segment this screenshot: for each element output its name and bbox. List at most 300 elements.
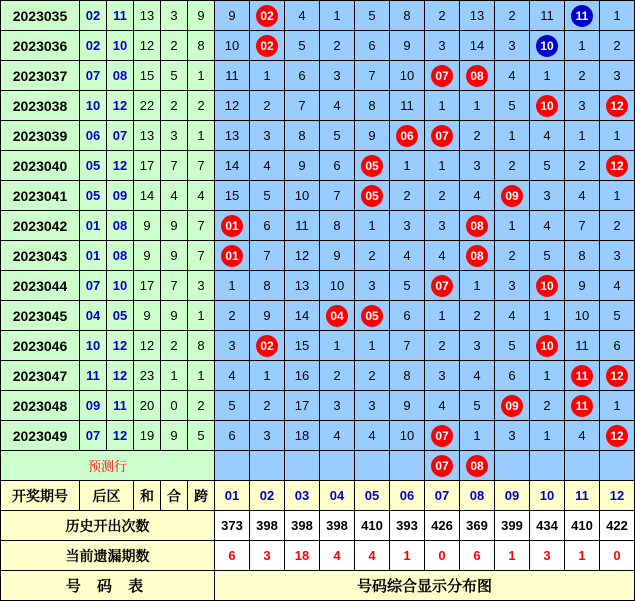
span-cell: 2 xyxy=(188,391,215,421)
header-number-5[interactable]: 05 xyxy=(355,481,390,511)
dist-cell-8: 2 xyxy=(460,121,495,151)
table-row xyxy=(1,61,635,91)
dist-cell-11: 2 xyxy=(565,61,600,91)
dist-cell-6: 4 xyxy=(390,241,425,271)
dist-cell-6: 8 xyxy=(390,1,425,31)
dist-cell-5 xyxy=(355,301,390,331)
dist-cell-4: 6 xyxy=(320,151,355,181)
dist-cell-5: 3 xyxy=(355,391,390,421)
sum-cell: 13 xyxy=(134,121,161,151)
dist-cell-5: 2 xyxy=(355,361,390,391)
span-cell: 2 xyxy=(188,91,215,121)
dist-cell-11: 7 xyxy=(565,211,600,241)
footer-right-title: 号码综合显示分布图 xyxy=(215,571,635,601)
sum-cell: 15 xyxy=(134,61,161,91)
he-cell: 4 xyxy=(161,181,188,211)
back-number-2: 12 xyxy=(107,91,134,121)
back-number-2: 08 xyxy=(107,61,134,91)
dist-cell-2: 5 xyxy=(250,181,285,211)
dist-cell-1: 1 xyxy=(215,271,250,301)
dist-cell-4: 2 xyxy=(320,361,355,391)
miss-count-9: 1 xyxy=(495,541,530,571)
back-number-2: 10 xyxy=(107,31,134,61)
header-number-12[interactable]: 12 xyxy=(600,481,635,511)
dist-cell-8: 2 xyxy=(460,301,495,331)
dist-cell-11: 1 xyxy=(565,31,600,61)
history-count-row xyxy=(1,511,635,541)
dist-cell-1: 12 xyxy=(215,91,250,121)
back-number-2: 09 xyxy=(107,181,134,211)
dist-cell-8: 14 xyxy=(460,31,495,61)
sum-cell: 9 xyxy=(134,211,161,241)
dist-cell-5: 2 xyxy=(355,241,390,271)
dist-cell-10: 4 xyxy=(530,211,565,241)
sum-cell: 9 xyxy=(134,241,161,271)
number-ball: 02 xyxy=(256,335,278,357)
miss-count-7: 0 xyxy=(425,541,460,571)
table-row xyxy=(1,241,635,271)
dist-cell-8: 5 xyxy=(460,391,495,421)
header-number-4[interactable]: 04 xyxy=(320,481,355,511)
dist-cell-3: 9 xyxy=(285,151,320,181)
number-ball: 12 xyxy=(606,425,628,447)
prediction-row xyxy=(1,451,635,481)
dist-cell-8 xyxy=(460,61,495,91)
dist-cell-4: 5 xyxy=(320,121,355,151)
dist-cell-1: 5 xyxy=(215,391,250,421)
prediction-cell-5 xyxy=(355,451,390,481)
history-count-4: 398 xyxy=(320,511,355,541)
table-row xyxy=(1,91,635,121)
number-ball: 12 xyxy=(606,365,628,387)
header-number-11[interactable]: 11 xyxy=(565,481,600,511)
period-cell[interactable]: 2023038 xyxy=(1,91,80,121)
number-ball: 08 xyxy=(466,455,488,477)
miss-count-12: 0 xyxy=(600,541,635,571)
back-number-2: 10 xyxy=(107,271,134,301)
header-number-7[interactable]: 07 xyxy=(425,481,460,511)
number-ball: 12 xyxy=(606,155,628,177)
dist-cell-2: 1 xyxy=(250,361,285,391)
miss-count-3: 18 xyxy=(285,541,320,571)
back-number-1: 05 xyxy=(80,181,107,211)
history-count-8: 369 xyxy=(460,511,495,541)
number-ball: 07 xyxy=(431,125,453,147)
dist-cell-11: 1 xyxy=(565,121,600,151)
dist-cell-8: 4 xyxy=(460,181,495,211)
dist-cell-1: 6 xyxy=(215,421,250,451)
header-sum: 和 xyxy=(134,481,161,511)
dist-cell-12 xyxy=(600,91,635,121)
dist-cell-4: 2 xyxy=(320,31,355,61)
dist-cell-3: 8 xyxy=(285,121,320,151)
miss-count-8: 6 xyxy=(460,541,495,571)
dist-cell-10: 1 xyxy=(530,301,565,331)
miss-count-5: 4 xyxy=(355,541,390,571)
he-cell: 9 xyxy=(161,211,188,241)
back-number-1: 07 xyxy=(80,271,107,301)
dist-cell-3: 17 xyxy=(285,391,320,421)
dist-cell-5: 4 xyxy=(355,421,390,451)
he-cell: 7 xyxy=(161,151,188,181)
period-cell[interactable]: 2023042 xyxy=(1,211,80,241)
dist-cell-2 xyxy=(250,1,285,31)
he-cell: 0 xyxy=(161,391,188,421)
dist-cell-12: 5 xyxy=(600,301,635,331)
sum-cell: 12 xyxy=(134,31,161,61)
dist-cell-7: 2 xyxy=(425,181,460,211)
dist-cell-7: 3 xyxy=(425,361,460,391)
history-count-12: 422 xyxy=(600,511,635,541)
period-cell[interactable]: 2023036 xyxy=(1,31,80,61)
dist-cell-9: 3 xyxy=(495,271,530,301)
dist-cell-9: 4 xyxy=(495,301,530,331)
table-row xyxy=(1,151,635,181)
dist-cell-1: 9 xyxy=(215,1,250,31)
dist-cell-4: 4 xyxy=(320,421,355,451)
prediction-cell-11 xyxy=(565,451,600,481)
miss-count-10: 3 xyxy=(530,541,565,571)
number-ball: 02 xyxy=(256,5,278,27)
dist-cell-7: 2 xyxy=(425,331,460,361)
number-ball: 09 xyxy=(501,395,523,417)
dist-cell-5 xyxy=(355,151,390,181)
back-number-2: 12 xyxy=(107,421,134,451)
number-ball: 08 xyxy=(466,65,488,87)
period-cell[interactable]: 2023035 xyxy=(1,1,80,31)
back-number-1: 07 xyxy=(80,61,107,91)
dist-cell-11: 9 xyxy=(565,271,600,301)
dist-cell-12: 2 xyxy=(600,31,635,61)
dist-cell-12: 1 xyxy=(600,1,635,31)
dist-cell-3: 13 xyxy=(285,271,320,301)
dist-cell-3: 5 xyxy=(285,31,320,61)
number-ball: 08 xyxy=(466,215,488,237)
number-ball: 10 xyxy=(536,335,558,357)
dist-cell-7: 2 xyxy=(425,1,460,31)
he-cell: 5 xyxy=(161,61,188,91)
he-cell: 2 xyxy=(161,91,188,121)
number-ball: 11 xyxy=(571,5,593,27)
dist-cell-8: 3 xyxy=(460,151,495,181)
span-cell: 7 xyxy=(188,241,215,271)
number-ball: 06 xyxy=(396,125,418,147)
dist-cell-11 xyxy=(565,391,600,421)
dist-cell-2: 9 xyxy=(250,301,285,331)
number-ball: 01 xyxy=(221,245,243,267)
dist-cell-1: 13 xyxy=(215,121,250,151)
dist-cell-3: 10 xyxy=(285,181,320,211)
dist-cell-3: 4 xyxy=(285,1,320,31)
history-count-7: 426 xyxy=(425,511,460,541)
dist-cell-4 xyxy=(320,301,355,331)
sum-cell: 22 xyxy=(134,91,161,121)
sum-cell: 23 xyxy=(134,361,161,391)
back-number-2: 12 xyxy=(107,331,134,361)
dist-cell-4: 8 xyxy=(320,211,355,241)
dist-cell-2: 4 xyxy=(250,151,285,181)
dist-cell-2: 3 xyxy=(250,421,285,451)
back-number-1: 02 xyxy=(80,1,107,31)
dist-cell-10 xyxy=(530,91,565,121)
back-number-1: 01 xyxy=(80,211,107,241)
history-count-9: 399 xyxy=(495,511,530,541)
dist-cell-12: 4 xyxy=(600,271,635,301)
dist-cell-9: 1 xyxy=(495,121,530,151)
header-number-8[interactable]: 08 xyxy=(460,481,495,511)
header-he: 合 xyxy=(161,481,188,511)
back-number-1: 06 xyxy=(80,121,107,151)
period-cell[interactable]: 2023043 xyxy=(1,241,80,271)
dist-cell-4: 3 xyxy=(320,61,355,91)
span-cell: 1 xyxy=(188,361,215,391)
dist-cell-4: 3 xyxy=(320,391,355,421)
dist-cell-9: 2 xyxy=(495,1,530,31)
dist-cell-5: 6 xyxy=(355,31,390,61)
number-ball: 07 xyxy=(431,425,453,447)
span-cell: 7 xyxy=(188,151,215,181)
prediction-cell-1 xyxy=(215,451,250,481)
dist-cell-11 xyxy=(565,361,600,391)
back-number-1: 10 xyxy=(80,331,107,361)
column-header-row xyxy=(1,481,635,511)
number-ball: 05 xyxy=(361,305,383,327)
period-cell[interactable]: 2023041 xyxy=(1,181,80,211)
dist-cell-7 xyxy=(425,421,460,451)
dist-cell-1: 2 xyxy=(215,301,250,331)
dist-cell-6: 8 xyxy=(390,361,425,391)
dist-cell-1: 11 xyxy=(215,61,250,91)
dist-cell-6: 6 xyxy=(390,301,425,331)
period-cell[interactable]: 2023049 xyxy=(1,421,80,451)
dist-cell-12: 1 xyxy=(600,391,635,421)
history-count-3: 398 xyxy=(285,511,320,541)
back-number-1: 10 xyxy=(80,91,107,121)
back-number-1: 01 xyxy=(80,241,107,271)
prediction-cell-8 xyxy=(460,451,495,481)
dist-cell-4: 10 xyxy=(320,271,355,301)
header-number-10[interactable]: 10 xyxy=(530,481,565,511)
dist-cell-12: 6 xyxy=(600,331,635,361)
prediction-cell-12 xyxy=(600,451,635,481)
he-cell: 9 xyxy=(161,241,188,271)
he-cell: 3 xyxy=(161,1,188,31)
dist-cell-2 xyxy=(250,331,285,361)
sum-cell: 14 xyxy=(134,181,161,211)
back-number-2: 05 xyxy=(107,301,134,331)
dist-cell-7: 4 xyxy=(425,391,460,421)
dist-cell-9: 2 xyxy=(495,241,530,271)
dist-cell-8: 13 xyxy=(460,1,495,31)
dist-cell-10: 1 xyxy=(530,361,565,391)
dist-cell-10: 11 xyxy=(530,1,565,31)
dist-cell-1: 3 xyxy=(215,331,250,361)
back-number-1: 07 xyxy=(80,421,107,451)
dist-cell-9: 5 xyxy=(495,91,530,121)
sum-cell: 20 xyxy=(134,391,161,421)
table-row xyxy=(1,421,635,451)
dist-cell-2: 1 xyxy=(250,61,285,91)
dist-cell-1: 14 xyxy=(215,151,250,181)
table-row xyxy=(1,121,635,151)
period-cell[interactable]: 2023047 xyxy=(1,361,80,391)
period-cell[interactable]: 2023044 xyxy=(1,271,80,301)
back-number-2: 12 xyxy=(107,361,134,391)
dist-cell-1: 10 xyxy=(215,31,250,61)
miss-count-11: 1 xyxy=(565,541,600,571)
dist-cell-4: 1 xyxy=(320,1,355,31)
number-ball: 05 xyxy=(361,155,383,177)
dist-cell-5: 1 xyxy=(355,331,390,361)
he-cell: 9 xyxy=(161,301,188,331)
history-count-11: 410 xyxy=(565,511,600,541)
dist-cell-7: 3 xyxy=(425,211,460,241)
dist-cell-7: 1 xyxy=(425,151,460,181)
dist-cell-4: 7 xyxy=(320,181,355,211)
table-row xyxy=(1,301,635,331)
dist-cell-7 xyxy=(425,121,460,151)
miss-count-1: 6 xyxy=(215,541,250,571)
header-number-3[interactable]: 03 xyxy=(285,481,320,511)
header-number-9[interactable]: 09 xyxy=(495,481,530,511)
dist-cell-9: 4 xyxy=(495,61,530,91)
dist-cell-6: 7 xyxy=(390,331,425,361)
back-number-2: 07 xyxy=(107,121,134,151)
period-cell[interactable]: 2023046 xyxy=(1,331,80,361)
back-number-1: 02 xyxy=(80,31,107,61)
dist-cell-3: 18 xyxy=(285,421,320,451)
dist-cell-12 xyxy=(600,361,635,391)
dist-cell-3: 16 xyxy=(285,361,320,391)
prediction-cell-2 xyxy=(250,451,285,481)
number-ball: 12 xyxy=(606,95,628,117)
span-cell: 1 xyxy=(188,301,215,331)
sum-cell: 13 xyxy=(134,1,161,31)
period-cell[interactable]: 2023048 xyxy=(1,391,80,421)
back-number-2: 08 xyxy=(107,241,134,271)
dist-cell-5: 5 xyxy=(355,1,390,31)
dist-cell-11: 8 xyxy=(565,241,600,271)
back-number-2: 11 xyxy=(107,391,134,421)
header-number-2[interactable]: 02 xyxy=(250,481,285,511)
dist-cell-5: 9 xyxy=(355,121,390,151)
span-cell: 8 xyxy=(188,31,215,61)
dist-cell-6: 3 xyxy=(390,211,425,241)
dist-cell-5: 1 xyxy=(355,211,390,241)
span-cell: 1 xyxy=(188,121,215,151)
dist-cell-5: 8 xyxy=(355,91,390,121)
dist-cell-10: 1 xyxy=(530,61,565,91)
period-cell[interactable]: 2023037 xyxy=(1,61,80,91)
dist-cell-10 xyxy=(530,31,565,61)
dist-cell-12: 3 xyxy=(600,61,635,91)
dist-cell-9 xyxy=(495,391,530,421)
dist-cell-10: 3 xyxy=(530,181,565,211)
dist-cell-9: 3 xyxy=(495,31,530,61)
history-count-label: 历史开出次数 xyxy=(1,511,215,541)
number-ball: 07 xyxy=(431,65,453,87)
dist-cell-8 xyxy=(460,211,495,241)
dist-cell-3: 11 xyxy=(285,211,320,241)
number-ball: 10 xyxy=(536,35,558,57)
header-number-6[interactable]: 06 xyxy=(390,481,425,511)
span-cell: 7 xyxy=(188,211,215,241)
header-period: 开奖期号 xyxy=(1,481,80,511)
miss-count-label: 当前遗漏期数 xyxy=(1,541,215,571)
table-row xyxy=(1,361,635,391)
back-number-2: 08 xyxy=(107,211,134,241)
span-cell: 4 xyxy=(188,181,215,211)
dist-cell-7: 1 xyxy=(425,301,460,331)
dist-cell-9: 5 xyxy=(495,331,530,361)
he-cell: 7 xyxy=(161,271,188,301)
dist-cell-6: 9 xyxy=(390,391,425,421)
number-ball: 07 xyxy=(431,275,453,297)
history-count-5: 410 xyxy=(355,511,390,541)
period-cell[interactable]: 2023045 xyxy=(1,301,80,331)
span-cell: 3 xyxy=(188,271,215,301)
sum-cell: 12 xyxy=(134,331,161,361)
dist-cell-11: 10 xyxy=(565,301,600,331)
period-cell[interactable]: 2023040 xyxy=(1,151,80,181)
dist-cell-10: 1 xyxy=(530,421,565,451)
table-row xyxy=(1,1,635,31)
number-ball: 08 xyxy=(466,245,488,267)
dist-cell-2: 7 xyxy=(250,241,285,271)
dist-cell-8: 1 xyxy=(460,91,495,121)
sum-cell: 9 xyxy=(134,301,161,331)
number-ball: 11 xyxy=(571,365,593,387)
he-cell: 1 xyxy=(161,361,188,391)
dist-cell-11: 4 xyxy=(565,421,600,451)
history-count-2: 398 xyxy=(250,511,285,541)
back-number-2: 11 xyxy=(107,1,134,31)
dist-cell-7: 4 xyxy=(425,241,460,271)
history-count-6: 393 xyxy=(390,511,425,541)
he-cell: 3 xyxy=(161,121,188,151)
number-ball: 10 xyxy=(536,95,558,117)
dist-cell-10: 5 xyxy=(530,151,565,181)
dist-cell-2 xyxy=(250,31,285,61)
dist-cell-12 xyxy=(600,151,635,181)
dist-cell-11: 11 xyxy=(565,331,600,361)
dist-cell-7 xyxy=(425,61,460,91)
dist-cell-2: 2 xyxy=(250,91,285,121)
sum-cell: 17 xyxy=(134,151,161,181)
back-number-2: 12 xyxy=(107,151,134,181)
he-cell: 9 xyxy=(161,421,188,451)
dist-cell-8: 3 xyxy=(460,331,495,361)
dist-cell-9: 1 xyxy=(495,211,530,241)
footer-left-title: 号 码 表 xyxy=(1,571,215,601)
dist-cell-2: 2 xyxy=(250,391,285,421)
dist-cell-1 xyxy=(215,241,250,271)
prediction-cell-7 xyxy=(425,451,460,481)
dist-cell-11: 3 xyxy=(565,91,600,121)
table-row xyxy=(1,181,635,211)
dist-cell-4: 4 xyxy=(320,91,355,121)
period-cell[interactable]: 2023039 xyxy=(1,121,80,151)
prediction-cell-10 xyxy=(530,451,565,481)
dist-cell-11: 4 xyxy=(565,181,600,211)
number-ball: 10 xyxy=(536,275,558,297)
dist-cell-12: 1 xyxy=(600,181,635,211)
dist-cell-10: 4 xyxy=(530,121,565,151)
miss-count-2: 3 xyxy=(250,541,285,571)
sum-cell: 17 xyxy=(134,271,161,301)
span-cell: 9 xyxy=(188,1,215,31)
header-number-1[interactable]: 01 xyxy=(215,481,250,511)
